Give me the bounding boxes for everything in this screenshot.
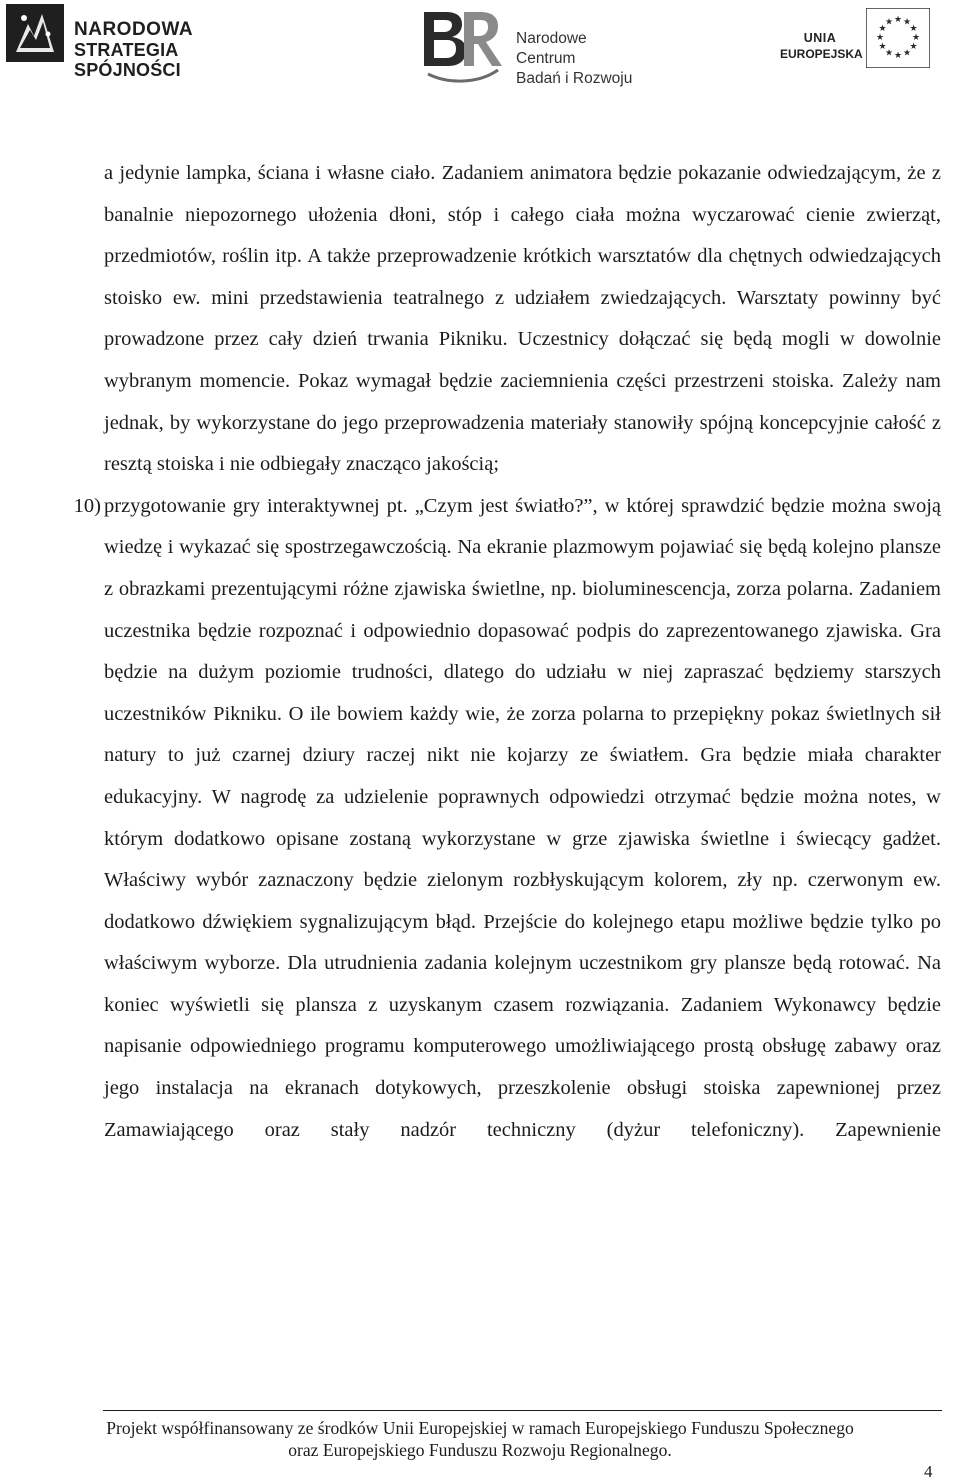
ncbr-line1: Narodowe Centrum: [516, 30, 587, 67]
ncbr-wordmark: [516, 29, 638, 89]
nss-wordmark: [74, 20, 236, 80]
svg-text:★: ★: [884, 47, 894, 58]
svg-text:★: ★: [902, 16, 912, 27]
eu-logo: [780, 8, 950, 68]
footer-line1: Projekt współfinansowany ze środków Unii Europejskiej w ramach Europejskiego Funduszu Społecznego: [106, 1418, 854, 1438]
ncbr-br-icon: [418, 4, 502, 84]
svg-text:★: ★: [893, 50, 903, 60]
eu-flag-icon: [866, 8, 930, 68]
svg-text:★: ★: [902, 47, 912, 58]
ncbr-line2: Badań i Rozwoju: [516, 70, 633, 87]
nss-line2: STRATEGIA SPÓJNOŚCI: [74, 40, 181, 80]
eu-wordmark: [780, 30, 863, 62]
svg-text:★: ★: [875, 32, 885, 42]
eu-line2: EUROPEJSKA: [780, 47, 863, 61]
document-body: [73, 153, 941, 1151]
svg-text:★: ★: [878, 41, 887, 51]
paragraph-continuation: a jedynie lampka, ściana i własne ciało. Zadaniem animatora będzie pokazanie odwiedzającym, że z banalnie niepozornego ułożenia dłoni, stóp i całego ciała można wyczarować cienie zwierząt, przedmiotów, roślin itp. A także przeprowadzenie krótkich warsztatów dla chętnych odwiedzających stoisko ew. mini przedstawienia teatralnego z udziałem zwiedzających. Warsztaty powinny być prowadzone przez cały dzień trwania Pikniku. Uczestnicy dołączać się będą mogli w dowolnie wybranym momencie. Pokaz wymagał będzie zaciemnienia części przestrzeni stoiska. Zależy nam jednak, by wykorzystane do jego przeprowadzenia materiały stanowiły spójną koncepcyjnie całość z resztą stoiska i nie odbiegały znacząco jakością;: [104, 162, 941, 476]
footer-line2: oraz Europejskiego Funduszu Rozwoju Regionalnego.: [288, 1440, 672, 1460]
svg-text:★: ★: [911, 32, 921, 42]
svg-text:★: ★: [884, 16, 894, 27]
ncbr-logo: [418, 4, 638, 87]
eu-line1: UNIA: [803, 31, 837, 45]
nss-logo: [6, 4, 236, 80]
svg-text:★: ★: [893, 14, 903, 24]
svg-text:★: ★: [878, 23, 887, 33]
footer-divider: [103, 1410, 942, 1411]
list-item-10: [73, 486, 941, 1152]
nss-line1: NARODOWA: [74, 19, 194, 40]
list-item-text: przygotowanie gry interaktywnej pt. „Czym jest światło?”, w której sprawdzić będzie można swoją wiedzę i wykazać się spostrzegawczością. Na ekranie plazmowym pojawiać się będą kolejno plansze z obrazkami prezentującymi różne zjawiska świetlne, np. bioluminescencja, zorza polarna. Zadaniem uczestnika będzie rozpoznać i odpowiednio dopasować podpis do zaprezentowanego zjawiska. Gra będzie na dużym poziomie trudności, dlatego do udziału w niej zapraszać będziemy starszych uczestników Pikniku. O ile bowiem każdy wie, że zorza polarna to przepiękny pokaz świetlnych sił natury to już czarnej dziury raczej nikt nie kojarzy ze światłem. Gra będzie miała charakter edukacyjny. W nagrodę za udzielenie poprawnych odpowiedzi otrzymać będzie można notes, w którym dodatkowo opisane zostaną wykorzystane w grze zjawiska świetlne i świecący gadżet. Właściwy wybór zaznaczony będzie zielonym rozbłyskującym kolorem, zły np. czerwonym ew. dodatkowo dźwiękiem sygnalizującym błąd. Przejście do kolejnego etapu możliwe będzie tylko po właściwym wyborze. Dla utrudnienia zadania kolejnym uczestnikom gry plansze będą rotować. Na koniec wyświetli się plansza z uzyskanym czasem rozwiązania. Zadaniem Wykonawcy będzie napisanie odpowiedniego programu komputerowego umożliwiającego prostą obsługę zabawy oraz jego instalacja na ekranach dotykowych, przeszkolenie obsługi stoiska zapewnionej przez Zamawiającego oraz stały nadzór techniczny (dyżur telefoniczny). Zapewnienie: [104, 494, 941, 1141]
page-number: 4: [924, 1462, 933, 1481]
svg-text:★: ★: [909, 23, 918, 33]
list-item-number: 10): [73, 494, 101, 517]
footer-note: [40, 1417, 920, 1461]
svg-text:★: ★: [909, 41, 918, 51]
nss-emblem-icon: [6, 4, 64, 62]
